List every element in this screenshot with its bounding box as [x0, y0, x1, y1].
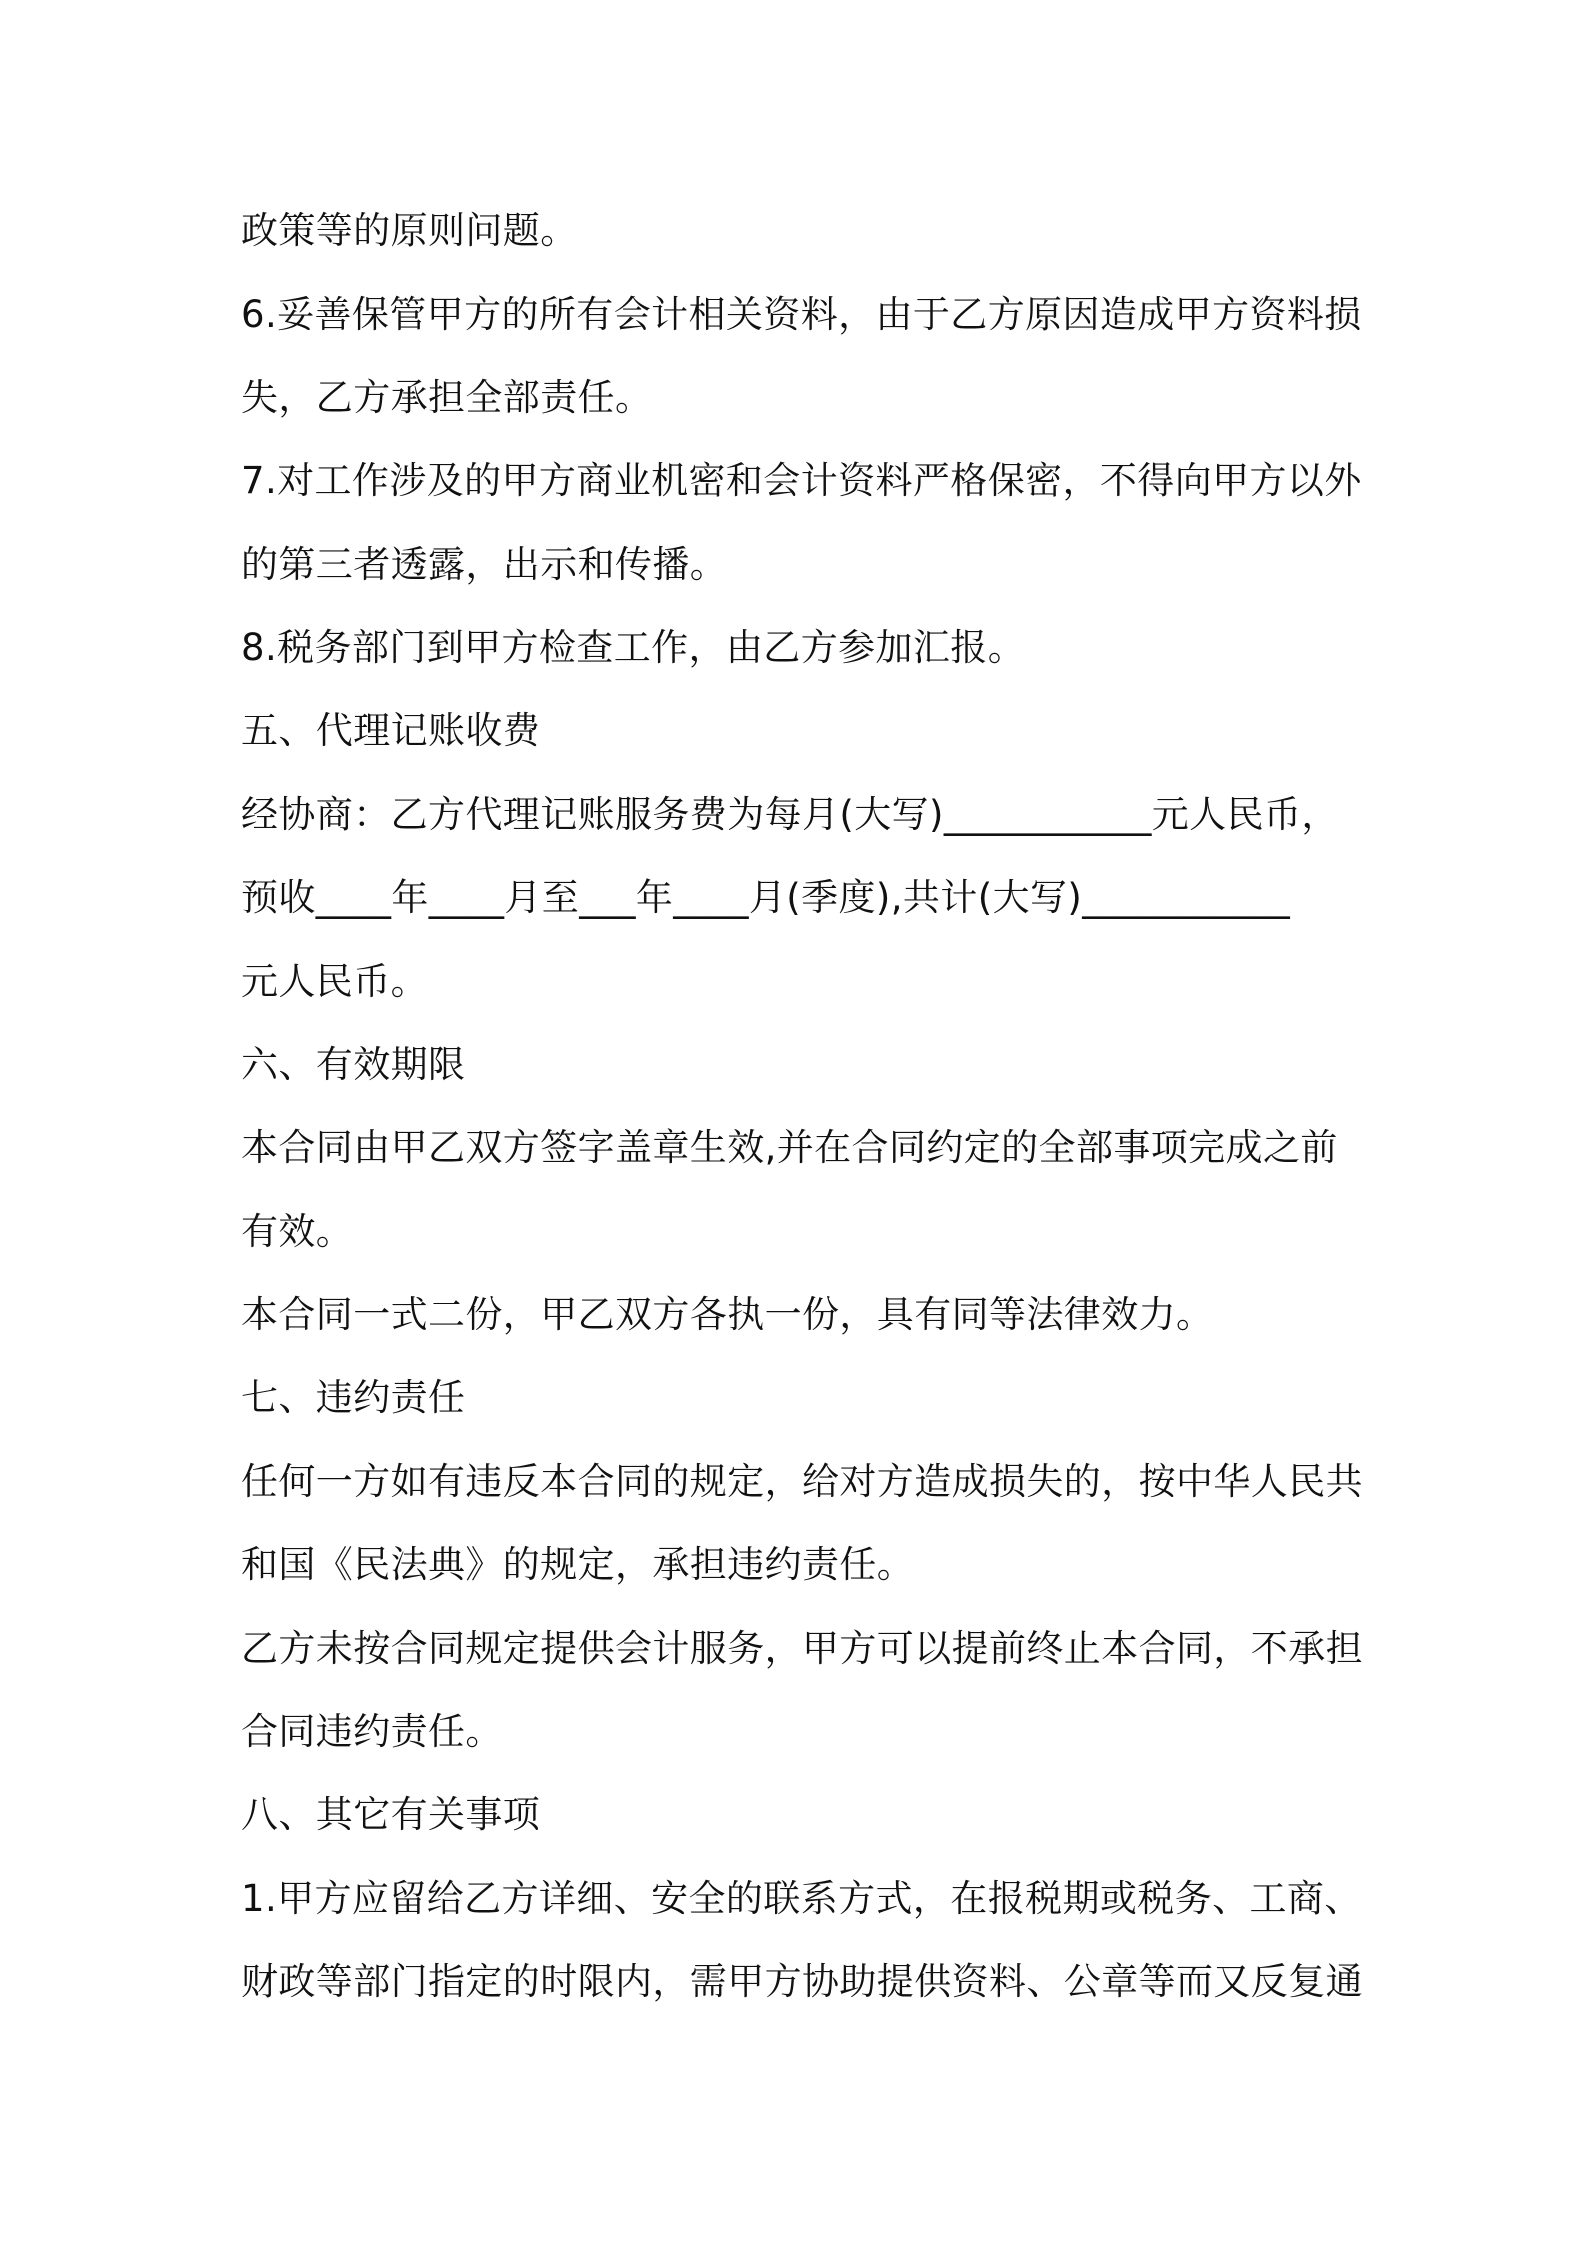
section-heading: 八、其它有关事项: [241, 1793, 541, 1836]
text-line: 1.甲方应留给乙方详细、安全的联系方式，在报税期或税务、工商、: [241, 1877, 1362, 1920]
text-line: 经协商：乙方代理记账服务费为每月(大写)___________元人民币，: [241, 793, 1339, 836]
text-line: 8.税务部门到甲方检查工作，由乙方参加汇报。: [241, 626, 1026, 669]
text-line: 本合同由甲乙双方签字盖章生效,并在合同约定的全部事项完成之前: [241, 1126, 1338, 1169]
section-heading: 五、代理记账收费: [241, 709, 541, 752]
text-line: 合同违约责任。: [241, 1710, 503, 1753]
text-line: 本合同一式二份，甲乙双方各执一份，具有同等法律效力。: [241, 1293, 1214, 1336]
text-line: 预收____年____月至___年____月(季度),共计(大写)___________: [241, 876, 1291, 919]
text-line: 乙方未按合同规定提供会计服务，甲方可以提前终止本合同，不承担: [241, 1627, 1363, 1670]
section-heading: 七、违约责任: [241, 1376, 466, 1419]
text-line: 任何一方如有违反本合同的规定，给对方造成损失的，按中华人民共: [241, 1460, 1363, 1503]
text-line: 的第三者透露，出示和传播。: [241, 543, 728, 586]
text-line: 政策等的原则问题。: [241, 209, 578, 252]
text-line: 7.对工作涉及的甲方商业机密和会计资料严格保密，不得向甲方以外: [241, 459, 1362, 502]
text-line: 财政等部门指定的时限内，需甲方协助提供资料、公章等而又反复通: [241, 1960, 1363, 2003]
text-line: 和国《民法典》的规定，承担违约责任。: [241, 1543, 915, 1586]
text-line: 有效。: [241, 1210, 354, 1253]
text-line: 6.妥善保管甲方的所有会计相关资料，由于乙方原因造成甲方资料损: [241, 293, 1362, 336]
text-line: 失，乙方承担全部责任。: [241, 376, 653, 419]
text-line: 元人民币。: [241, 960, 428, 1003]
section-heading: 六、有效期限: [241, 1043, 466, 1086]
